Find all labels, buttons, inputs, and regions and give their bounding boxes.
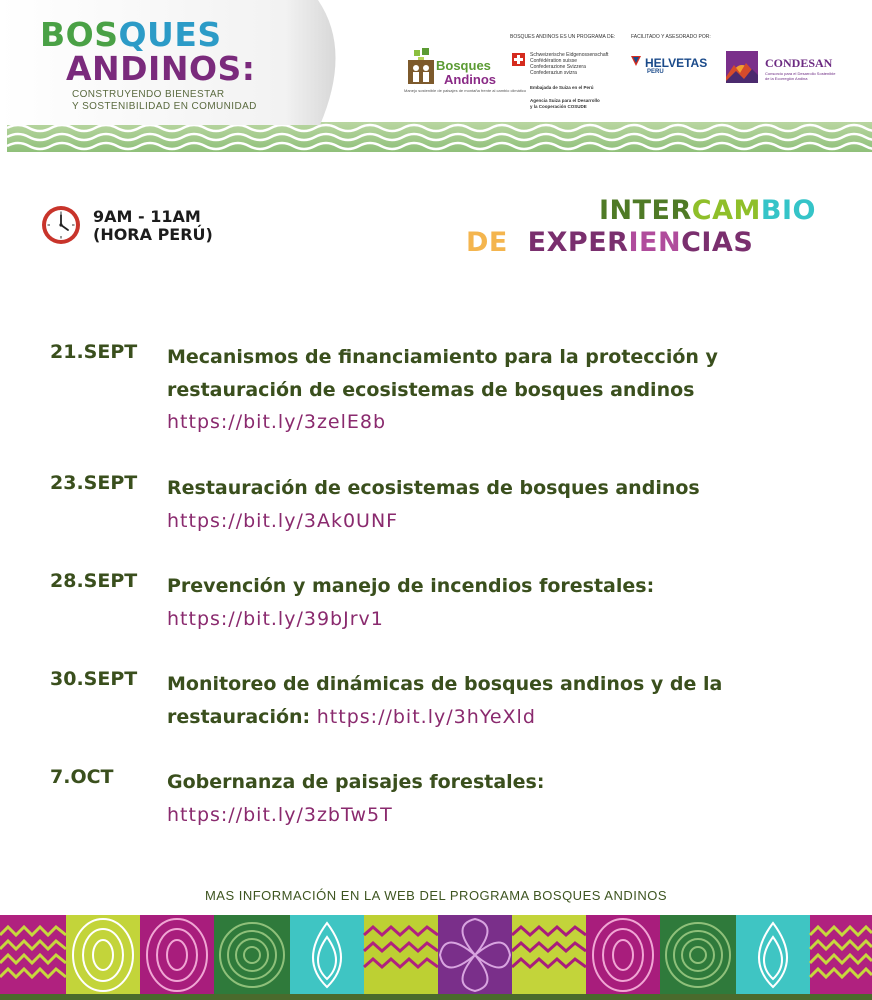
embajada-label: Embajada de Suiza en el Perú [530,85,594,90]
event-title-continued: restauración: [167,705,311,728]
bosques-andinos-campaign-logo [0,0,352,125]
condesan-subtitle: Consorcio para el Desarrollo Sostenible de la Ecorregión Andina [765,71,836,81]
helvetas-country: PERU [647,69,664,75]
event-date: 21.SEPT [50,341,138,363]
header-banner [0,0,872,152]
helvetas-logo-icon [629,54,643,68]
event-link[interactable]: https://bit.ly/3Ak0UNF [167,509,399,532]
event-title-continued: restauración de ecosistemas de bosques andinos [167,378,695,401]
helvetas-logo-text: HELVETAS [645,56,708,70]
event-title: Restauración de ecosistemas de bosques andinos [167,477,700,499]
event-title: Gobernanza de paisajes forestales: [167,771,545,793]
logo-subtitle: CONSTRUYENDO BIENESTAR Y SOSTENIBILIDAD EN COMUNIDAD [72,89,257,112]
facilitated-label: FACILITADO Y ASESORADO POR: [631,34,711,40]
event-link[interactable]: https://bit.ly/3zelE8b [167,411,387,433]
event-date: 23.SEPT [50,472,138,494]
more-info-footer[interactable]: MAS INFORMACIÓN EN LA WEB DEL PROGRAMA BOSQUES ANDINOS [204,888,668,903]
clock-icon [40,204,82,246]
event-link[interactable]: https://bit.ly/3zbTw5T [167,803,393,826]
agencia-label: Agencia Suiza para el Desarrollo y la Cooperación COSUDE [530,98,600,109]
swiss-flag-icon [512,53,525,66]
event-link[interactable]: https://bit.ly/3hYeXld [316,705,536,728]
condesan-logo-icon [726,51,758,83]
ba-logo-name-1: Bosques [436,58,491,73]
title-de-experiencias: DE EXPERIENCIAS [466,227,754,258]
decorative-wave-band [7,122,872,152]
event-title: Mecanismos de financiamiento para la protección y [167,346,718,368]
swiss-confederation-lines: Schweizerische Eidgenossenschaft Confédération suisse Confederazione Svizzera Confederaziun svizra [530,52,609,76]
ba-logo-name-2: Andinos [444,72,496,87]
logo-title-line-1: BOSQUES [40,15,222,54]
event-date: 28.SEPT [50,570,138,592]
event-date: 30.SEPT [50,668,138,690]
event-date: 7.OCT [50,766,114,788]
program-label: BOSQUES ANDINOS ES UN PROGRAMA DE: [510,34,616,40]
logo-title-line-2: ANDINOS: [66,49,256,88]
title-intercambio: INTERCAMBIO [599,195,816,226]
ba-logo-tagline: Manejo sostenible de paisajes de montaña frente al cambio climático [404,88,527,93]
condesan-logo-text: CONDESAN [765,56,833,70]
decorative-textile-pattern [0,915,872,1000]
event-title: Prevención y manejo de incendios forestales: [167,575,655,597]
event-link[interactable]: https://bit.ly/39bJrv1 [167,607,384,630]
event-time: 9AM - 11AM (HORA PERÚ) [93,207,213,244]
event-title: Monitoreo de dinámicas de bosques andinos y de la [167,673,723,695]
